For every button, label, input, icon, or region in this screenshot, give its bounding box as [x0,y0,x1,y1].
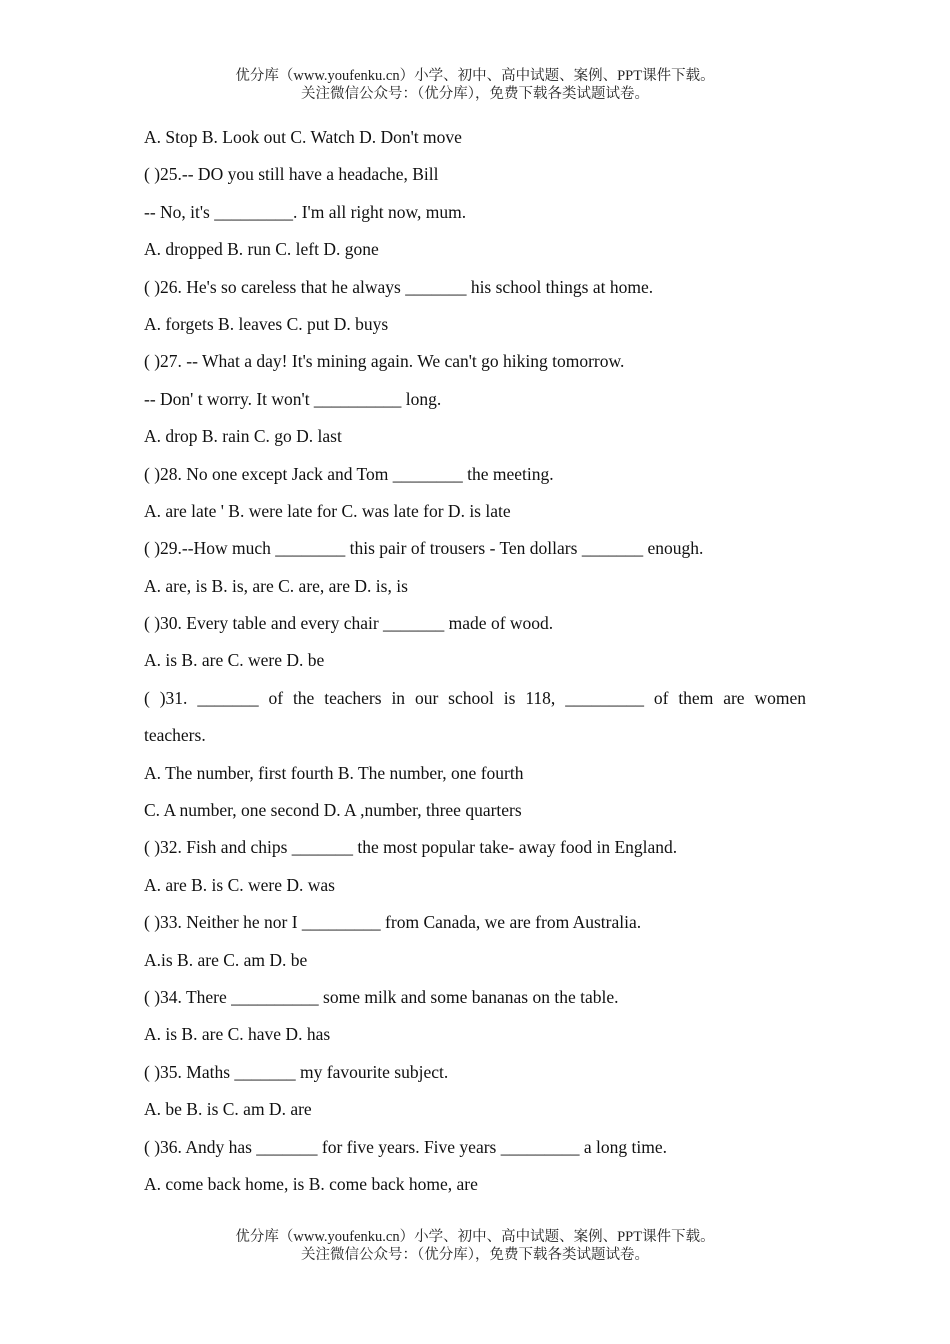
question-line: ( )35. Maths _______ my favourite subject. [144,1061,449,1082]
options-line: A. The number, first fourth B. The number, one fourth [144,762,524,783]
options-line: A. forgets B. leaves C. put D. buys [144,313,389,334]
options-line: A. is B. are C. were D. be [144,650,325,671]
question-line: ( )31. _______ of the teachers in our school is 118, _________ of them are women [144,687,806,708]
text-line: -- Don' t worry. It won't __________ long. [144,388,442,409]
text-line: teachers. [144,725,206,746]
document-body [144,124,806,1208]
options-line: C. A number, one second D. A ,number, three quarters [144,800,522,821]
text-line: A. Stop B. Look out C. Watch D. Don't move [144,127,462,147]
options-line: A. come back home, is B. come back home, are [144,1173,478,1194]
question-line: ( )25.-- DO you still have a headache, Bill [144,164,439,185]
header-line-1: 优分库（www.youfenku.cn）小学、初中、高中试题、案例、PPT课件下载。 [235,68,715,84]
question-line: ( )30. Every table and every chair _______ made of wood. [144,613,554,634]
page-footer [0,1228,950,1264]
footer-line-2: 关注微信公众号：（优分库），免费下载各类试题试卷。 [301,1247,649,1263]
question-line: ( )36. Andy has _______ for five years. Five years _________ a long time. [144,1136,667,1157]
question-line: ( )27. -- What a day! It's mining again. We can't go hiking tomorrow. [144,351,625,372]
question-line: ( )26. He's so careless that he always _______ his school things at home. [144,276,654,297]
options-line: A. be B. is C. am D. are [144,1099,312,1120]
page-header [0,67,950,103]
options-line: A. are B. is C. were D. was [144,874,335,895]
options-line: A. is B. are C. have D. has [144,1024,331,1045]
options-line: A. are late ' B. were late for C. was late for D. is late [144,500,511,521]
footer-line-1: 优分库（www.youfenku.cn）小学、初中、高中试题、案例、PPT课件下载。 [235,1229,715,1245]
options-line: A. are, is B. is, are C. are, are D. is, is [144,575,408,596]
text-line: -- No, it's _________. I'm all right now, mum. [144,201,467,222]
question-line: ( )32. Fish and chips _______ the most popular take- away food in England. [144,837,678,858]
question-line: ( )33. Neither he nor I _________ from Canada, we are from Australia. [144,912,642,933]
question-line: ( )34. There __________ some milk and some bananas on the table. [144,986,619,1007]
question-line: ( )28. No one except Jack and Tom ________ the meeting. [144,463,554,484]
options-line: A. dropped B. run C. left D. gone [144,239,379,260]
options-line: A. drop B. rain C. go D. last [144,426,342,447]
question-line: ( )29.--How much ________ this pair of trousers - Ten dollars _______ enough. [144,538,704,559]
header-line-2: 关注微信公众号：（优分库），免费下载各类试题试卷。 [301,86,649,102]
options-line: A.is B. are C. am D. be [144,949,308,970]
